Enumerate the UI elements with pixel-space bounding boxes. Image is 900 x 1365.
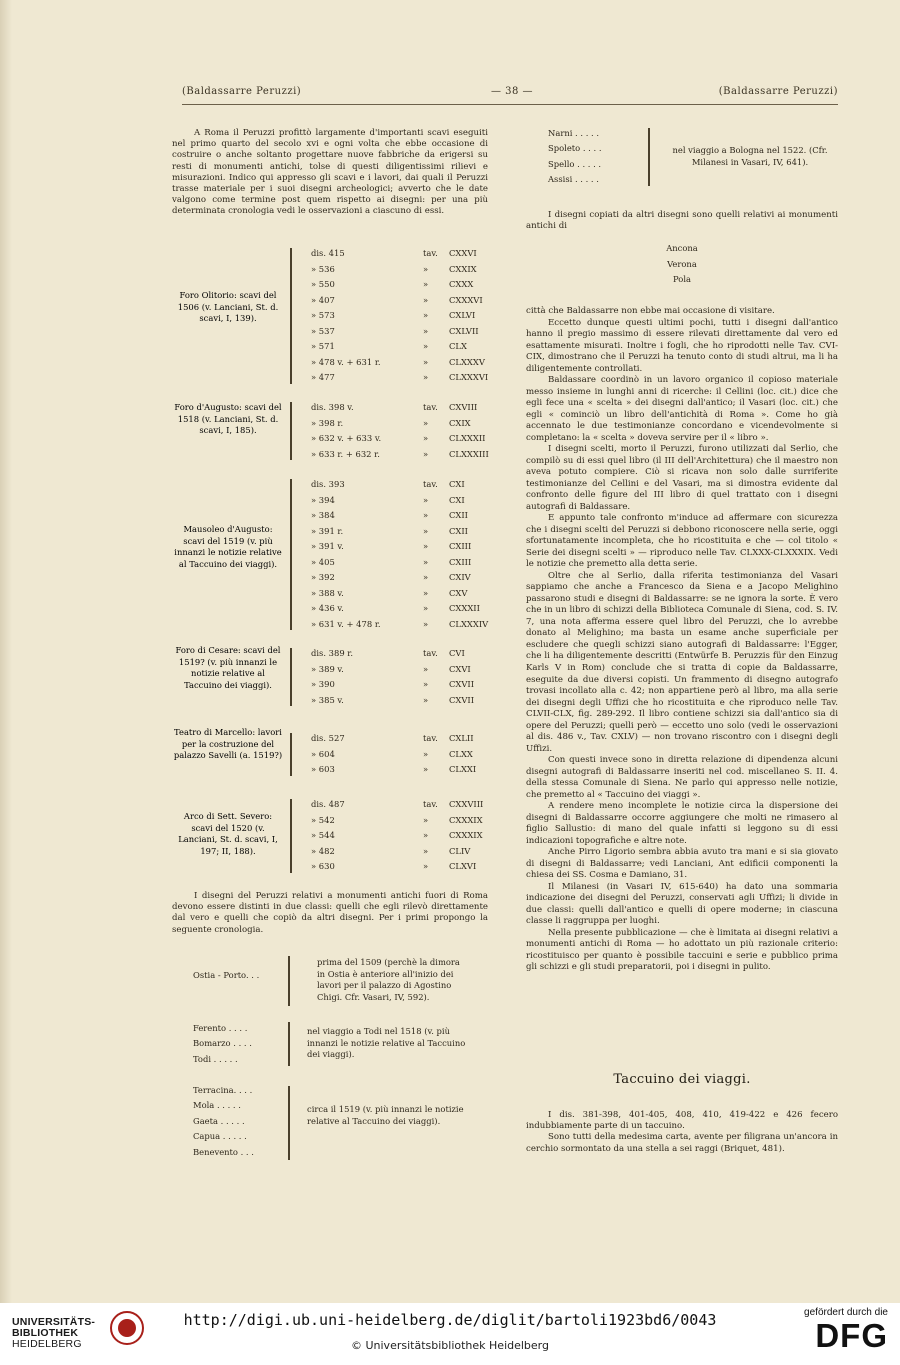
plate-number: CXXIX xyxy=(449,263,477,274)
drawing-number: » 478 v. + 631 r. xyxy=(311,356,381,367)
plate-prefix: » xyxy=(423,556,429,567)
right-paragraph-7: Con questi invece sono in diretta relazione di dipendenza alcuni disegni autografi di Baldassarre inseriti nel cod. miscellaneo S. II. 4. della stessa Comunale di Siena. Ne parlo qui appresso nelle notizie, che premetto al « Taccuino dei viaggi ». xyxy=(526,755,838,800)
drawing-number: » 436 v. xyxy=(311,603,344,613)
plate-number: CXLVI xyxy=(449,310,476,320)
drawing-number: » 632 v. + 633 v. xyxy=(311,433,382,443)
plate-prefix: » xyxy=(423,861,429,871)
right-paragraph-2: Eccetto dunque questi ultimi pochi, tutti i disegni dall'antico hanno il pregio massimo di essere rilevati direttamente dal vero ed esattamente misurati. Inoltre i fogli, che ho riprodotti nelle Tav. CVI-CIX, dimostrano che il Peruzzi ha tenuto conto di studi altrui, ma li ha diligentemente controllati. xyxy=(526,317,838,374)
place-terracina: Terracina. . . . xyxy=(193,1085,253,1095)
drawing-number: » 537 xyxy=(311,325,335,336)
plate-prefix: » xyxy=(423,525,429,536)
right-paragraph-10: Il Milanesi (in Vasari IV, 615-640) ha dato una sommaria indicazione dei disegni del Peruzzi, conservati agli Uffizi; li divide in due classi: quelli dall'antico e quelli di opere moderne; in ciascuna classe li raggruppa per luoghi. xyxy=(526,881,838,927)
dfg-caption: gefördert durch die xyxy=(804,1307,888,1318)
drawing-number: » 477 xyxy=(311,372,335,382)
group-label: Mausoleo d'Augusto: scavi del 1519 (v. più innanzi le notizie relative al Taccuino dei viaggi). xyxy=(174,524,282,569)
plate-prefix: » xyxy=(423,679,429,689)
right-paragraph-1: città che Baldassarre non ebbe mai occasione di visitare. xyxy=(526,306,775,316)
place-ferento: Ferento . . . . xyxy=(193,1023,248,1033)
plate-number: CXIV xyxy=(449,572,471,582)
place-narni: Narni . . . . . xyxy=(548,128,600,138)
plate-prefix: tav. xyxy=(423,248,438,258)
group-brace xyxy=(290,733,292,776)
drawing-number: » 398 r. xyxy=(311,417,344,428)
intro-text: A Roma il Peruzzi profittò largamente d'importanti scavi eseguiti nel primo quarto del secolo xvi e ogni volta che ebbe occasione di costruire o anche soltanto progettare nuove fabbriche da erigersi su resti di monumenti antichi, tolse di questi diligentissimi rilievi e misurazioni. Indico qui appresso gli scavi e i lavori, dai quali il Peruzzi trasse materiale per i suoi disegni archeologici; avverto che le date valgono come termine post quem rispetto ai disegni: per una più determinata cronologia vedi le osservazioni a ciascuno di essi. xyxy=(172,128,488,217)
plate-number: CLIV xyxy=(449,845,471,856)
plate-prefix: » xyxy=(423,356,429,367)
logo-line-2: BIBLIOTHEK xyxy=(12,1327,79,1339)
plate-number: CXI xyxy=(449,494,465,505)
plate-number: CXV xyxy=(449,587,468,598)
drawing-number: » 391 v. xyxy=(311,541,344,551)
right-intro xyxy=(526,210,838,232)
plate-prefix: » xyxy=(423,694,429,705)
drawing-number: » 394 xyxy=(311,494,335,505)
plate-number: CXLVII xyxy=(449,325,479,336)
right-paragraph-8: A rendere meno incomplete le notizie circa la dispersione dei disegni di Baldassarre occorre aggiungere che molti ne rimasero al figlio Sallustio: di mano del quale infatti si leggono su di essi indicazioni topografiche e altre note. xyxy=(526,801,838,846)
drawing-number: » 544 xyxy=(311,830,335,840)
umbria-note: nel viaggio a Bologna nel 1522. (Cfr. Milanesi in Vasari, IV, 641). xyxy=(672,145,828,167)
drawing-number: » 571 xyxy=(311,341,335,351)
group-label: Arco di Sett. Severo: scavi del 1520 (v. Lanciani, St. d. scavi, I, 197; II, 188). xyxy=(178,811,278,856)
plate-number: CXII xyxy=(449,510,468,520)
place-bomarzo: Bomarzo . . . . xyxy=(193,1038,252,1049)
group-brace xyxy=(290,402,292,460)
todi-note: nel viaggio a Todi nel 1518 (v. più innanzi le notizie relative al Taccuino dei viaggi). xyxy=(307,1026,466,1059)
place-gaeta: Gaeta . . . . . xyxy=(193,1115,245,1126)
place-mola: Mola . . . . . xyxy=(193,1100,241,1111)
permalink-url[interactable]: http://digi.ub.uni-heidelberg.de/diglit/bartoli1923bd6/0043 xyxy=(183,1311,717,1329)
plate-number: CLXXXIV xyxy=(449,618,489,629)
section-paragraph-2: Sono tutti della medesima carta, avente per filigrana un'ancora in cerchio sormontato da una stella a sei raggi (Briquet, 481). xyxy=(526,1132,838,1154)
plate-prefix: » xyxy=(423,433,429,443)
city-ancona: Ancona xyxy=(666,243,698,253)
section-body xyxy=(526,1110,838,1155)
drawing-number: » 405 xyxy=(311,556,335,567)
plate-prefix: » xyxy=(423,663,429,674)
drawing-number: » 536 xyxy=(311,263,335,274)
drawing-number: » 633 r. + 632 r. xyxy=(311,448,380,459)
plate-prefix: » xyxy=(423,294,429,305)
page-number: — 38 — xyxy=(490,86,534,97)
drawing-number: dis. 487 xyxy=(311,799,345,809)
left-outro-paragraph xyxy=(172,891,488,936)
todi-brace xyxy=(288,1022,290,1066)
drawing-number: » 390 xyxy=(311,679,335,689)
plate-number: CXIII xyxy=(449,556,472,567)
plate-number: CXVI xyxy=(449,663,471,674)
group-brace xyxy=(290,479,292,630)
outro-text: I disegni del Peruzzi relativi a monumenti antichi fuori di Roma devono essere distinti in due classi: quelli che egli rilevò direttamente dal vero e quelli che copiò da altri disegni. Per i primi propongo la seguente cronologia. xyxy=(172,891,488,935)
place-assisi: Assisi . . . . . xyxy=(548,174,599,185)
plate-number: CVI xyxy=(449,648,465,658)
coast-places xyxy=(193,1083,254,1160)
plate-prefix: » xyxy=(423,587,429,598)
umbria-places xyxy=(548,126,601,188)
drawing-number: dis. 527 xyxy=(311,733,345,743)
plate-number: CXXVI xyxy=(449,248,477,258)
plate-prefix: » xyxy=(423,603,429,613)
plate-number: CXI xyxy=(449,479,465,489)
coast-note: circa il 1519 (v. più innanzi le notizie relative al Taccuino dei viaggi). xyxy=(307,1104,464,1126)
city-verona: Verona xyxy=(667,258,697,269)
drawing-number: » 384 xyxy=(311,510,335,520)
plate-number: CXIII xyxy=(449,541,472,551)
drawing-number: » 391 r. xyxy=(311,525,344,536)
right-paragraph-5: E appunto tale confronto m'induce ad affermare con sicurezza che i disegni scelti del Peruzzi si debbono riconoscere nella serie, oggi sfortunatamente incompleta, che ho ricostituita e che — col titolo « Serie dei disegni scelti » — riproduco nelle Tav. CLXXX-CLXXXIX. Vedi le notizie che premetto alla detta serie. xyxy=(526,513,838,570)
right-body xyxy=(526,306,838,974)
plate-number: CXXXVI xyxy=(449,294,483,305)
drawing-number: » 388 v. xyxy=(311,587,344,598)
plate-number: CLXXXVI xyxy=(449,372,489,382)
group-label: Teatro di Marcello: lavori per la costruzione del palazzo Savelli (a. 1519?) xyxy=(173,727,283,760)
drawing-number: » 573 xyxy=(311,310,335,320)
viewer-footer xyxy=(0,1303,900,1365)
plate-number: CXIX xyxy=(449,417,471,428)
drawing-number: dis. 415 xyxy=(311,248,345,258)
logo-line-1: UNIVERSITÄTS- xyxy=(12,1316,96,1328)
group-brace xyxy=(290,799,292,873)
right-intro-text: I disegni copiati da altri disegni sono quelli relativi ai monumenti antichi di xyxy=(526,210,838,232)
ostia-place: Ostia - Porto. . . xyxy=(193,970,260,980)
running-head-right: (Baldassarre Peruzzi) xyxy=(718,86,838,97)
group-brace xyxy=(290,248,292,384)
drawing-number: » 542 xyxy=(311,814,335,825)
drawing-number: dis. 398 v. xyxy=(311,402,354,412)
plate-prefix: tav. xyxy=(423,648,438,658)
section-paragraph-1: I dis. 381-398, 401-405, 408, 410, 419-422 e 426 fecero indubbiamente parte di un taccuino. xyxy=(526,1110,838,1132)
plate-number: CXXXIX xyxy=(449,814,483,825)
plate-number: CXVIII xyxy=(449,402,478,412)
city-pola: Pola xyxy=(672,274,691,284)
dfg-wordmark: DFG xyxy=(815,1317,888,1354)
plate-number: CXVII xyxy=(449,694,475,705)
header-rule xyxy=(182,104,838,105)
drawing-number: » 389 v. xyxy=(311,663,344,674)
group-label: Foro d'Augusto: scavi del 1518 (v. Lanciani, St. d. scavi, I, 185). xyxy=(174,402,282,435)
drawing-number: dis. 393 xyxy=(311,479,345,489)
section-title: Taccuino dei viaggi. xyxy=(613,1072,751,1087)
place-todi: Todi . . . . . xyxy=(193,1053,238,1064)
page-scan-edge xyxy=(0,0,12,1303)
group-brace xyxy=(290,648,292,706)
todi-places xyxy=(193,1021,252,1067)
drawing-number: » 630 xyxy=(311,861,335,871)
plate-prefix: » xyxy=(423,341,429,351)
plate-prefix: » xyxy=(423,448,429,459)
plate-number: CLXX xyxy=(449,748,473,759)
drawing-number: » 631 v. + 478 r. xyxy=(311,618,381,629)
plate-number: CLXXXV xyxy=(449,356,485,367)
place-spoleto: Spoleto . . . . xyxy=(548,143,602,154)
drawing-number: » 385 v. xyxy=(311,694,344,705)
plate-prefix: tav. xyxy=(423,799,438,809)
umbria-brace xyxy=(648,128,650,186)
plate-number: CXXX xyxy=(449,279,474,289)
plate-prefix: » xyxy=(423,417,429,428)
group-label: Foro di Cesare: scavi del 1519? (v. più innanzi le notizie relative al Taccuino dei viaggi). xyxy=(175,645,281,690)
plate-number: CLXXI xyxy=(449,764,477,774)
copyright-notice: © Universitätsbibliothek Heidelberg xyxy=(350,1339,549,1352)
plate-prefix: tav. xyxy=(423,402,438,412)
dfg-logo[interactable] xyxy=(788,1307,888,1354)
plate-prefix: » xyxy=(423,263,429,274)
right-paragraph-4: I disegni scelti, morto il Peruzzi, furono utilizzati dal Serlio, che compilò su di essi quel libro (il III dell'Architettura) che il maestro non aveva potuto compiere. Ciò si ricava non solo dalle surriferite testimonianze del Cellini e del Vasari, ma si dimostra evidente dal confronto delle figure del III libro di quel trattato con i disegni autografi di Baldassare. xyxy=(526,444,838,512)
plate-number: CXLII xyxy=(449,733,474,743)
ostia-brace xyxy=(288,956,290,1006)
plate-number: CXXXIX xyxy=(449,830,483,840)
group-label: Foro Olitorio: scavi del 1506 (v. Lanciani, St. d. scavi, I, 139). xyxy=(177,290,279,323)
place-spello: Spello . . . . . xyxy=(548,158,602,169)
ostia-label xyxy=(193,968,259,984)
plate-number: CXII xyxy=(449,525,468,536)
plate-prefix: » xyxy=(423,310,429,320)
drawing-number: » 392 xyxy=(311,572,335,582)
drawing-number: » 407 xyxy=(311,294,335,305)
plate-number: CXXXII xyxy=(449,603,480,613)
ostia-note: prima del 1509 (perchè la dimora in Ostia è anteriore all'inizio dei lavori per il palazzo di Agostino Chigi. Cfr. Vasari, IV, 592). xyxy=(317,957,460,1002)
plate-prefix: » xyxy=(423,541,429,551)
plate-number: CLXXXII xyxy=(449,433,486,443)
right-paragraph-11: Nella presente pubblicazione — che è limitata ai disegni relativi a monumenti antichi di Roma — ho adottato un più razionale criterio: ricostituisco per quanto è possibile taccuini e serie e pubblico prima gli schizzi e gli studi preparatorii, poi i disegni in pulito. xyxy=(526,927,838,973)
running-head-left: (Baldassarre Peruzzi) xyxy=(182,86,302,97)
place-capua: Capua . . . . . xyxy=(193,1131,247,1142)
right-paragraph-6: Oltre che al Serlio, dalla riferita testimonianza del Vasari sappiamo che anche a Francesco da Siena e a Jacopo Melighino passarono studi e disegni di Baldassarre: se ne ignora la sorte. È vero che in un libro di schizzi della Biblioteca Comunale di Siena, cod. S. IV. 7, una nota afferma essere quel libro del Peruzzi, che lo avrebbe donato al Melighino; ma basta un esame anche superficiale per escludere che quegli schizzi siano autografi di Baldassarre: l'Egger, che li ha diligentemente descritti (Entwürfe B. Peruzzis für den Einzug Karls V in Rom) conclude che si tratta di copie da Baldassarre, eseguite da due diversi copisti. Un frammento di disegno autografo trovasi incollato alla c. 42; non appartiene però al libro, ma alla serie dei disegni degli Uffizi che ho ricostituita e che riproduco nelle Tav. CLVII-CLX, fig. 289-292. Il libro contiene schizzi sia dall'antico sia di opere del Peruzzi; quelli però — eccetto uno solo (vedi le osservazioni al dis. 486 v., Tav. CXLV) — non trovano riscontro con i disegni degli Uffizi. xyxy=(526,570,838,754)
coast-brace xyxy=(288,1086,290,1160)
drawing-number: » 603 xyxy=(311,764,335,774)
plate-prefix: » xyxy=(423,325,429,336)
place-benevento: Benevento . . . xyxy=(193,1146,254,1157)
plate-prefix: tav. xyxy=(423,733,438,743)
drawing-number: » 604 xyxy=(311,748,335,759)
plate-prefix: » xyxy=(423,510,429,520)
plate-prefix: » xyxy=(423,748,429,759)
plate-prefix: » xyxy=(423,845,429,856)
plate-prefix: » xyxy=(423,372,429,382)
right-paragraph-3: Baldassare coordinò in un lavoro organico il copioso materiale messo insieme in lunghi anni di ricerche: il Cellini (loc. cit.) dice che egli fece una « scelta » dei disegni dall'antico; il Vasari (loc. cit.) che egli « cominciò un libro dell'antichità di Roma ». Come ho già accennato le due testimonianze concordano e vicendevolmente si completano: la « scelta » doveva servire per il « libro ». xyxy=(526,375,838,443)
left-intro-paragraph xyxy=(172,128,488,218)
plate-number: CLX xyxy=(449,341,467,351)
plate-prefix: » xyxy=(423,572,429,582)
plate-prefix: tav. xyxy=(423,479,438,489)
plate-prefix: » xyxy=(423,830,429,840)
plate-number: CLXVI xyxy=(449,861,477,871)
drawing-number: » 482 xyxy=(311,845,335,856)
right-paragraph-9: Anche Pirro Ligorio sembra abbia avuto tra mani e si sia giovato di disegni di Baldassarre; vedi Lanciani, Ant edificii componenti la chiesa dei SS. Cosma e Damiano, 31. xyxy=(526,847,838,881)
plate-prefix: » xyxy=(423,279,429,289)
plate-number: CLXXXIII xyxy=(449,448,489,459)
plate-prefix: » xyxy=(423,764,429,774)
copied-cities xyxy=(526,241,838,288)
plate-prefix: » xyxy=(423,494,429,505)
plate-number: CXVII xyxy=(449,679,475,689)
plate-number: CXXVIII xyxy=(449,799,484,809)
plate-prefix: » xyxy=(423,618,429,629)
drawing-number: » 550 xyxy=(311,279,335,289)
plate-prefix: » xyxy=(423,814,429,825)
logo-line-3: HEIDELBERG xyxy=(12,1338,82,1350)
drawing-number: dis. 389 r. xyxy=(311,648,354,658)
